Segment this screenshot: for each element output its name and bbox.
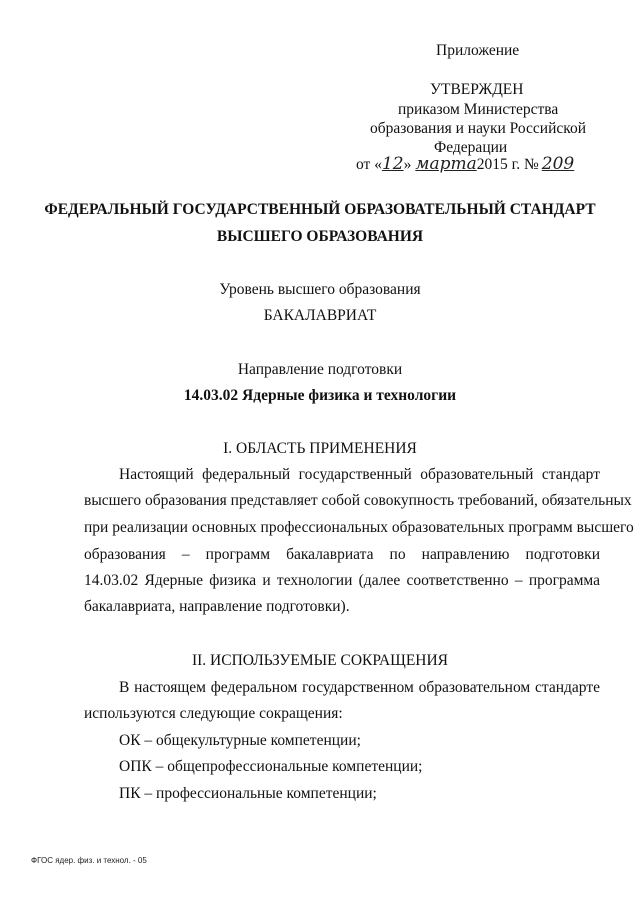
order-number-handwritten: 209 (541, 154, 575, 174)
abbreviation-item: ПК – профессиональные компетенции; (119, 785, 377, 802)
section-2-heading: II. ИСПОЛЬЗУЕМЫЕ СОКРАЩЕНИЯ (191, 652, 449, 669)
approved-label: УТВЕРЖДЕН (430, 81, 524, 98)
date-mid: » (403, 156, 412, 173)
abbreviation-item: ОПК – общепрофессиональные компетенции; (119, 758, 423, 775)
section-2-intro-line-1: В настоящем федеральном государственном образовательном стандарте (119, 679, 600, 696)
title-line-1: ФЕДЕРАЛЬНЫЙ ГОСУДАРСТВЕННЫЙ ОБРАЗОВАТЕЛЬНЫЙ СТАНДАРТ (44, 201, 596, 218)
section-1-line-3: при реализации основных профессиональных образовательных программ высшего (84, 519, 634, 536)
date-prefix: от « (356, 156, 382, 173)
order-line-3: Федерации (434, 139, 508, 156)
section-1-heading: I. ОБЛАСТЬ ПРИМЕНЕНИЯ (223, 440, 417, 457)
level-label: Уровень высшего образования (219, 281, 421, 298)
direction-label: Направление подготовки (237, 361, 403, 378)
date-day-handwritten: 12 (381, 154, 404, 174)
order-line-1: приказом Министерства (398, 101, 559, 118)
section-1-line-4: образования – программ бакалавриата по направлению подготовки (84, 546, 600, 563)
order-date-line (356, 154, 574, 174)
level-value: БАКАЛАВРИАТ (263, 307, 377, 324)
section-1-last-line: бакалавриата, направление подготовки). (84, 598, 350, 615)
section-1-line-5: 14.03.02 Ядерные физика и технологии (далее соответственно – программа (84, 572, 600, 589)
section-1-line-1: Настоящий федеральный государственный образовательный стандарт (119, 466, 600, 483)
date-year: 2015 г. № (476, 156, 539, 173)
appendix-label: Приложение (436, 42, 520, 59)
date-month-handwritten: марта (415, 154, 477, 174)
section-1-line-2: высшего образования представляет собой совокупность требований, обязательных (84, 492, 632, 509)
title-line-2: ВЫСШЕГО ОБРАЗОВАНИЯ (216, 228, 424, 245)
order-line-2: образования и науки Российской (370, 120, 587, 137)
page-footer: ФГОС ядер. физ. и технол. - 05 (31, 856, 147, 865)
section-2-intro-line-2: используются следующие сокращения: (84, 705, 343, 722)
abbreviation-item: ОК – общекультурные компетенции; (119, 732, 361, 749)
direction-value: 14.03.02 Ядерные физика и технологии (183, 387, 457, 404)
